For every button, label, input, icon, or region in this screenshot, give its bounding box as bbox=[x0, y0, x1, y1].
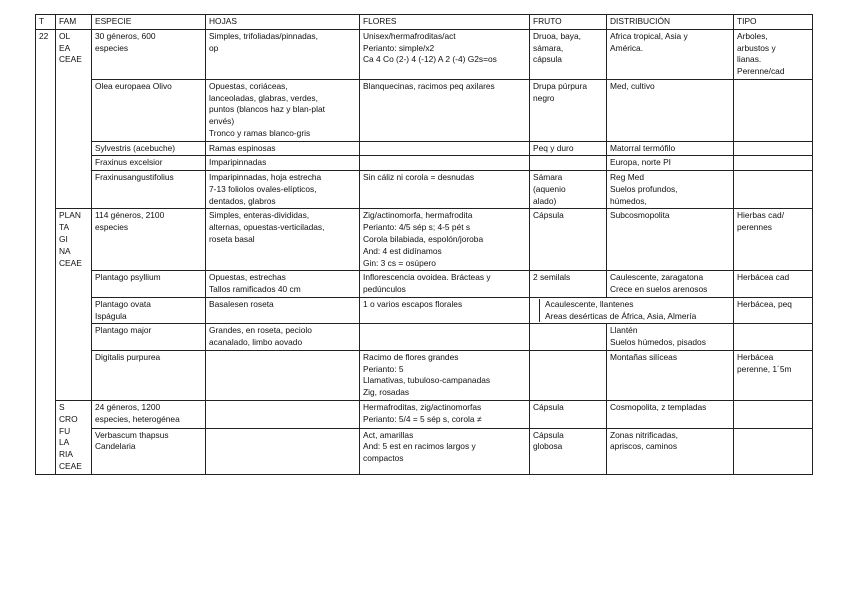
cell-tipo: Arboles, arbustos y lianas. Perenne/cad bbox=[734, 29, 813, 79]
cell-hojas: Opuestas, coriáceas, lanceoladas, glabras, verdes, puntos (blancos haz y blan-plat envés) Tronco y ramas blanco-gris bbox=[206, 79, 360, 141]
cell-distribucion: Caulescente, zaragatona Crece en suelos arenosos bbox=[607, 271, 734, 298]
cell-distribucion: Cosmopolita, z templadas bbox=[607, 400, 734, 428]
header-familia: FAM bbox=[56, 15, 92, 30]
cell-hojas bbox=[206, 350, 360, 400]
cell-fruto: Drupa púrpura negro bbox=[530, 79, 607, 141]
cell-tipo bbox=[734, 171, 813, 209]
cell-fruto-distribucion-text: Acaulescente, llantenes Areas desérticas de África, Asia, Almería bbox=[539, 299, 730, 323]
cell-distribucion: Subcosmopolita bbox=[607, 209, 734, 271]
cell-distribucion: Zonas nitrificadas, apriscos, caminos bbox=[607, 428, 734, 474]
cell-tipo bbox=[734, 141, 813, 156]
table-row bbox=[36, 79, 813, 141]
cell-flores: Act, amarillas And: 5 est en racimos largos y compactos bbox=[360, 428, 530, 474]
table-row bbox=[36, 400, 813, 428]
cell-flores: Inflorescencia ovoidea. Brácteas y pedúnculos bbox=[360, 271, 530, 298]
table-row bbox=[36, 156, 813, 171]
cell-especie: 114 géneros, 2100 especies bbox=[92, 209, 206, 271]
cell-tipo: Herbácea, peq bbox=[734, 297, 813, 324]
cell-flores bbox=[360, 141, 530, 156]
cell-hojas: Opuestas, estrechas Tallos ramificados 40 cm bbox=[206, 271, 360, 298]
cell-especie: Fraxinus excelsior bbox=[92, 156, 206, 171]
table-row bbox=[36, 29, 813, 79]
table-row bbox=[36, 141, 813, 156]
cell-especie: 24 géneros, 1200 especies, heterogénea bbox=[92, 400, 206, 428]
cell-fruto: Cápsula globosa bbox=[530, 428, 607, 474]
cell-flores: Racimo de flores grandes Perianto: 5 Llamativas, tubuloso-campanadas Zig, rosadas bbox=[360, 350, 530, 400]
cell-tipo: Herbácea perenne, 1´5m bbox=[734, 350, 813, 400]
cell-hojas: Grandes, en roseta, peciolo acanalado, limbo aovado bbox=[206, 324, 360, 351]
cell-hojas bbox=[206, 400, 360, 428]
cell-especie: Sylvestris (acebuche) bbox=[92, 141, 206, 156]
table-row bbox=[36, 350, 813, 400]
cell-hojas: Imparipinnadas bbox=[206, 156, 360, 171]
cell-especie: Plantago major bbox=[92, 324, 206, 351]
cell-hojas: Simples, enteras-divididas, alternas, opuestas-verticiladas, roseta basal bbox=[206, 209, 360, 271]
header-tema: T bbox=[36, 15, 56, 30]
cell-distribucion: Montañas silíceas bbox=[607, 350, 734, 400]
header-tipo: TIPO bbox=[734, 15, 813, 30]
cell-especie: Fraxinusangustifolius bbox=[92, 171, 206, 209]
table-row bbox=[36, 209, 813, 271]
cell-flores: Sin cáliz ni corola = desnudas bbox=[360, 171, 530, 209]
table-row bbox=[36, 171, 813, 209]
cell-especie: Plantago ovata Ispágula bbox=[92, 297, 206, 324]
family-scrofulariaceae: S CRO FU LA RIA CEAE bbox=[56, 400, 92, 474]
cell-tipo: Hierbas cad/ perennes bbox=[734, 209, 813, 271]
header-flores: FLORES bbox=[360, 15, 530, 30]
cell-especie: Plantago psyllium bbox=[92, 271, 206, 298]
table-row bbox=[36, 271, 813, 298]
cell-fruto bbox=[530, 156, 607, 171]
cell-tipo bbox=[734, 428, 813, 474]
cell-especie: 30 géneros, 600 especies bbox=[92, 29, 206, 79]
cell-fruto: Cápsula bbox=[530, 400, 607, 428]
cell-fruto: 2 semilals bbox=[530, 271, 607, 298]
cell-tipo bbox=[734, 156, 813, 171]
header-especie: ESPECIE bbox=[92, 15, 206, 30]
cell-flores: Blanquecinas, racimos peq axilares bbox=[360, 79, 530, 141]
cell-distribucion: Llantén Suelos húmedos, pisados bbox=[607, 324, 734, 351]
cell-flores: Unisex/hermafroditas/act Perianto: simple/x2 Ca 4 Co (2-) 4 (-12) A 2 (-4) G2s=os bbox=[360, 29, 530, 79]
header-hojas: HOJAS bbox=[206, 15, 360, 30]
cell-flores: Hermafroditas, zig/actinomorfas Perianto: 5/4 = 5 sép s, corola ≠ bbox=[360, 400, 530, 428]
cell-fruto: Cápsula bbox=[530, 209, 607, 271]
table-row bbox=[36, 324, 813, 351]
cell-distribucion: Africa tropical, Asia y América. bbox=[607, 29, 734, 79]
family-oleaceae: OL EA CEAE bbox=[56, 29, 92, 209]
cell-hojas bbox=[206, 428, 360, 474]
cell-hojas: Ramas espinosas bbox=[206, 141, 360, 156]
cell-especie: Verbascum thapsus Candelaria bbox=[92, 428, 206, 474]
table-row bbox=[36, 428, 813, 474]
cell-distribucion: Matorral termófilo bbox=[607, 141, 734, 156]
cell-hojas: Simples, trifoliadas/pinnadas, op bbox=[206, 29, 360, 79]
header-distribucion: DISTRIBUCIÓN bbox=[607, 15, 734, 30]
cell-distribucion: Med, cultivo bbox=[607, 79, 734, 141]
cell-fruto: Sámara (aquenio alado) bbox=[530, 171, 607, 209]
cell-tipo bbox=[734, 324, 813, 351]
cell-distribucion: Europa, norte PI bbox=[607, 156, 734, 171]
cell-especie: Digitalis purpurea bbox=[92, 350, 206, 400]
tema-number: 22 bbox=[36, 29, 56, 474]
cell-fruto bbox=[530, 350, 607, 400]
cell-tipo bbox=[734, 400, 813, 428]
cell-hojas: Basalesen roseta bbox=[206, 297, 360, 324]
cell-flores: 1 o varios escapos florales bbox=[360, 297, 530, 324]
cell-hojas: Imparipinnadas, hoja estrecha 7-13 foliolos ovales-elípticos, dentados, glabros bbox=[206, 171, 360, 209]
table-row bbox=[36, 297, 813, 324]
family-plantaginaceae: PLAN TA GI NA CEAE bbox=[56, 209, 92, 400]
cell-tipo: Herbácea cad bbox=[734, 271, 813, 298]
cell-especie: Olea europaea Olivo bbox=[92, 79, 206, 141]
header-fruto: FRUTO bbox=[530, 15, 607, 30]
cell-flores bbox=[360, 156, 530, 171]
species-table bbox=[35, 14, 813, 475]
header-row bbox=[36, 15, 813, 30]
cell-flores bbox=[360, 324, 530, 351]
cell-flores: Zig/actinomorfa, hermafrodita Perianto: 4/5 sép s; 4-5 pét s Corola bilabiada, espolón/joroba And: 4 est didínamos Gin: 3 cs = osúpero bbox=[360, 209, 530, 271]
cell-distribucion: Reg Med Suelos profundos, húmedos, bbox=[607, 171, 734, 209]
cell-fruto: Peq y duro bbox=[530, 141, 607, 156]
cell-tipo bbox=[734, 79, 813, 141]
cell-fruto: Druoa, baya, sámara, cápsula bbox=[530, 29, 607, 79]
cell-fruto-distribucion bbox=[530, 297, 734, 324]
cell-fruto bbox=[530, 324, 607, 351]
